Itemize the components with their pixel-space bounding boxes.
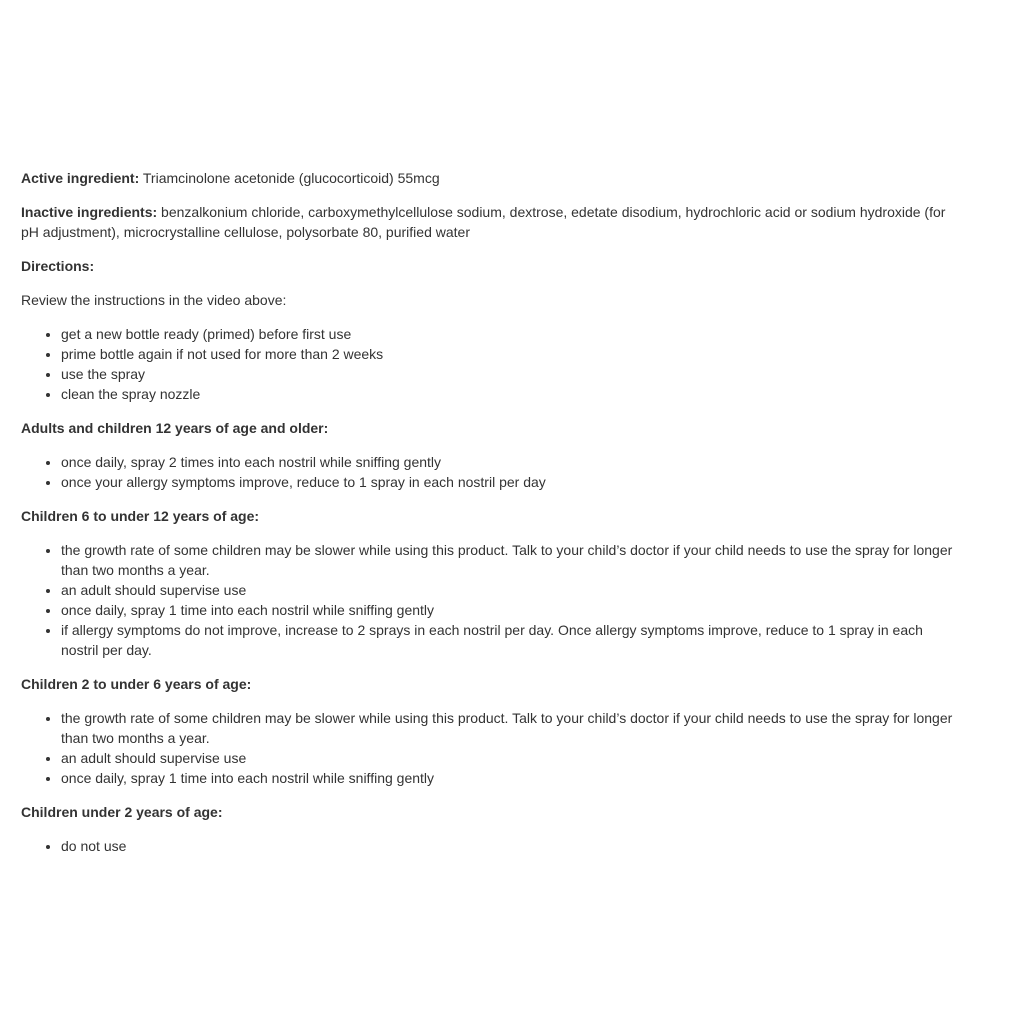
list-item: • clean the spray nozzle	[61, 384, 961, 404]
list-item: • the growth rate of some children may be slower while using this product. Talk to your child’s doctor if your child needs to use the spray for longer than two months a year.	[61, 540, 961, 580]
adults-heading: Adults and children 12 years of age and older:	[21, 420, 329, 436]
list-item: • once daily, spray 1 time into each nostril while sniffing gently	[61, 600, 961, 620]
directions-list	[21, 324, 961, 404]
list-item: • an adult should supervise use	[61, 580, 961, 600]
list-item: • get a new bottle ready (primed) before first use	[61, 324, 961, 344]
active-ingredient-value: Triamcinolone acetonide (glucocorticoid) 55mcg	[139, 170, 440, 186]
list-item: • prime bottle again if not used for more than 2 weeks	[61, 344, 961, 364]
children-under-2-list	[21, 836, 961, 856]
list-item: • do not use	[61, 836, 961, 856]
inactive-ingredients-value: benzalkonium chloride, carboxymethylcellulose sodium, dextrose, edetate disodium, hydrochloric acid or sodium hydroxide (for pH adjustment), microcrystalline cellulose, polysorbate 80, purified water	[21, 204, 946, 240]
children-6-12-heading: Children 6 to under 12 years of age:	[21, 508, 260, 524]
children-6-12-list	[21, 540, 961, 660]
inactive-ingredients-label: Inactive ingredients:	[21, 204, 158, 220]
directions-intro: Review the instructions in the video above:	[21, 292, 287, 308]
children-2-6-list	[21, 708, 961, 788]
list-item: • once daily, spray 1 time into each nostril while sniffing gently	[61, 768, 961, 788]
adults-list	[21, 452, 961, 492]
drug-facts-content	[21, 168, 961, 870]
active-ingredient-line	[21, 168, 961, 188]
list-item: • the growth rate of some children may be slower while using this product. Talk to your child’s doctor if your child needs to use the spray for longer than two months a year.	[61, 708, 961, 748]
list-item: • use the spray	[61, 364, 961, 384]
list-item: • once daily, spray 2 times into each nostril while sniffing gently	[61, 452, 961, 472]
list-item: • an adult should supervise use	[61, 748, 961, 768]
children-2-6-heading: Children 2 to under 6 years of age:	[21, 676, 252, 692]
inactive-ingredients-line	[21, 202, 961, 242]
children-under-2-heading: Children under 2 years of age:	[21, 804, 223, 820]
directions-heading: Directions:	[21, 258, 95, 274]
active-ingredient-label: Active ingredient:	[21, 170, 140, 186]
list-item: • once your allergy symptoms improve, reduce to 1 spray in each nostril per day	[61, 472, 961, 492]
list-item: • if allergy symptoms do not improve, increase to 2 sprays in each nostril per day. Once allergy symptoms improve, reduce to 1 spray in each nostril per day.	[61, 620, 961, 660]
